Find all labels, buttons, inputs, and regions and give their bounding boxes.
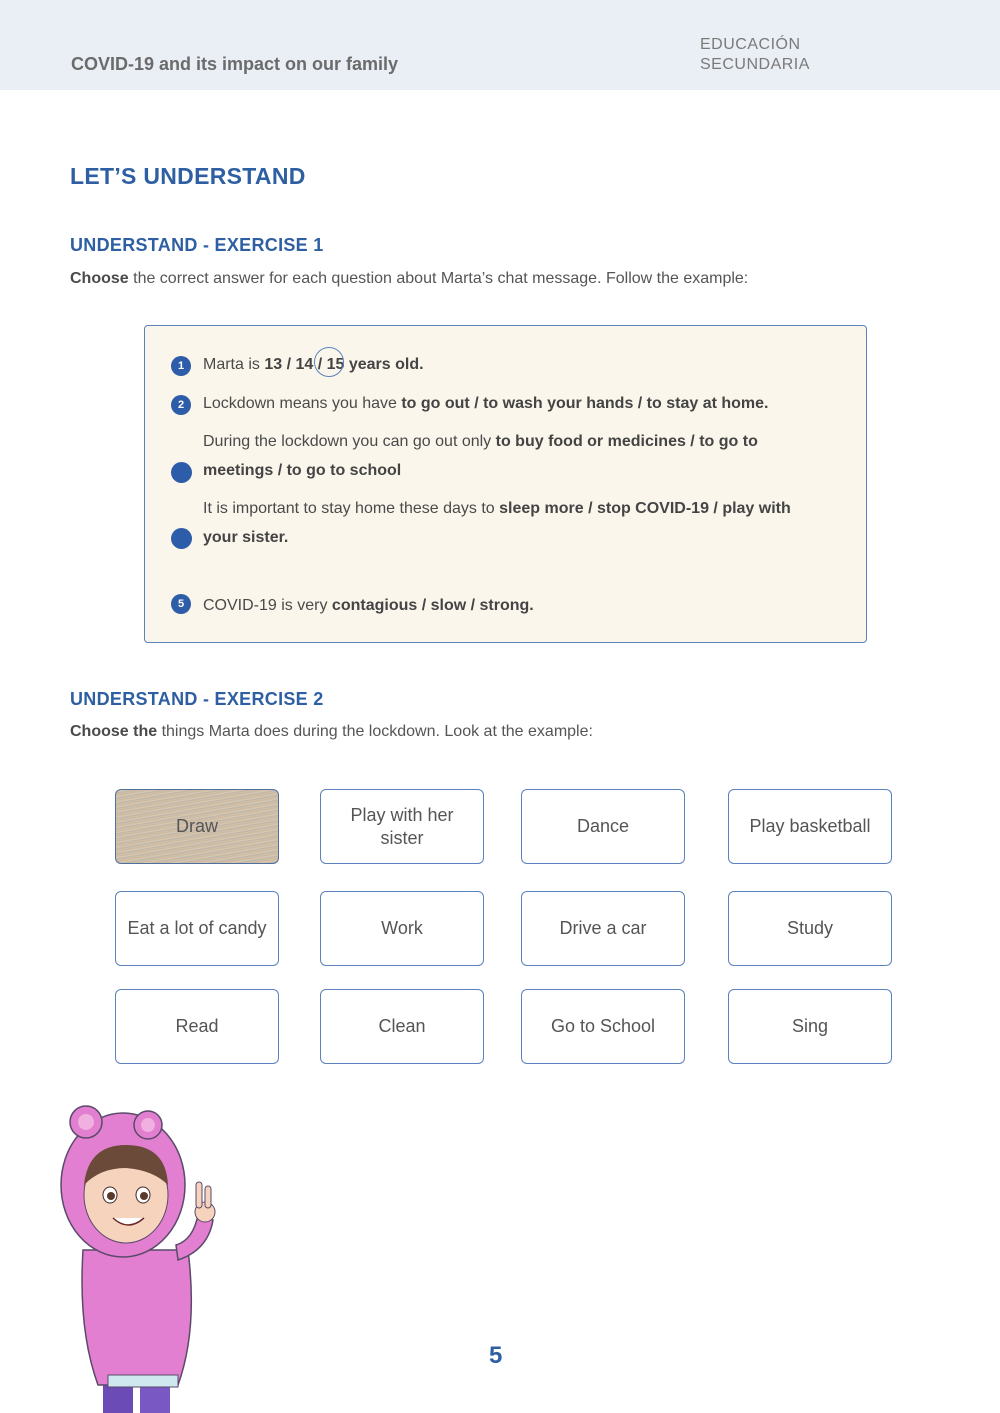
question-4-options-line2[interactable]: your sister. <box>203 529 289 546</box>
option-sing[interactable]: Sing <box>728 989 892 1064</box>
question-3-options-line2[interactable]: meetings / to go to school <box>203 462 402 479</box>
option-work[interactable]: Work <box>320 891 484 966</box>
question-4-text: It is important to stay home these days to <box>203 500 500 517</box>
question-3-options-line1[interactable]: to buy food or medicines / to go to <box>495 433 758 450</box>
section-title: LET’S UNDERSTAND <box>70 163 306 189</box>
question-number-2: 2 <box>171 395 191 415</box>
exercise2-instruction-text: things Marta does during the lockdown. Look at the example: <box>157 723 593 740</box>
question-4-options-line1[interactable]: sleep more / stop COVID-19 / play with <box>499 500 791 517</box>
exercise1-instruction-bold: Choose <box>70 270 129 287</box>
exercise1-instruction-text: the correct answer for each question about Marta’s chat message. Follow the example: <box>128 270 749 287</box>
question-number-3 <box>171 462 192 483</box>
exercise1-instruction <box>70 270 748 288</box>
option-dance[interactable]: Dance <box>521 789 685 864</box>
question-number-4 <box>171 528 192 549</box>
question-3[interactable] <box>203 427 843 485</box>
question-number-5: 5 <box>171 594 191 614</box>
question-2-text: Lockdown means you have <box>203 395 402 412</box>
option-draw[interactable]: Draw <box>115 789 279 864</box>
question-1-options[interactable]: 13 / 14 / 15 <box>264 356 345 373</box>
exercise2-instruction <box>70 723 593 741</box>
page-header <box>0 0 1000 90</box>
question-1[interactable] <box>203 350 843 379</box>
header-org-line1: EDUCACIÓN <box>700 36 801 53</box>
option-play-with-her-sister[interactable]: Play with her sister <box>320 789 484 864</box>
question-number-1: 1 <box>171 356 191 376</box>
question-2[interactable] <box>203 389 843 418</box>
girl-in-pink-bear-hoodie-illustration <box>48 1100 238 1413</box>
exercise1-heading: UNDERSTAND - EXERCISE 1 <box>70 235 324 255</box>
option-eat-a-lot-of-candy[interactable]: Eat a lot of candy <box>115 891 279 966</box>
option-go-to-school[interactable]: Go to School <box>521 989 685 1064</box>
header-organization <box>700 35 810 75</box>
question-1-suffix: years old. <box>344 356 424 373</box>
questions-box <box>144 325 867 643</box>
exercise2-heading: UNDERSTAND - EXERCISE 2 <box>70 689 324 709</box>
question-5-options[interactable]: contagious / slow / strong. <box>331 597 534 614</box>
question-5[interactable] <box>203 591 843 620</box>
question-3-text: During the lockdown you can go out only <box>203 433 496 450</box>
page-number: 5 <box>489 1342 503 1369</box>
option-read[interactable]: Read <box>115 989 279 1064</box>
option-drive-a-car[interactable]: Drive a car <box>521 891 685 966</box>
header-title: COVID-19 and its impact on our family <box>71 54 399 74</box>
question-1-text: Marta is <box>203 356 265 373</box>
header-org-line2: SECUNDARIA <box>700 56 810 73</box>
question-2-options[interactable]: to go out / to wash your hands / to stay at home. <box>401 395 769 412</box>
exercise2-instruction-bold: Choose the <box>70 723 158 740</box>
question-5-text: COVID-19 is very <box>203 597 332 614</box>
option-study[interactable]: Study <box>728 891 892 966</box>
option-play-basketball[interactable]: Play basketball <box>728 789 892 864</box>
example-answer-circle <box>314 347 344 377</box>
option-clean[interactable]: Clean <box>320 989 484 1064</box>
question-4[interactable] <box>203 494 843 552</box>
